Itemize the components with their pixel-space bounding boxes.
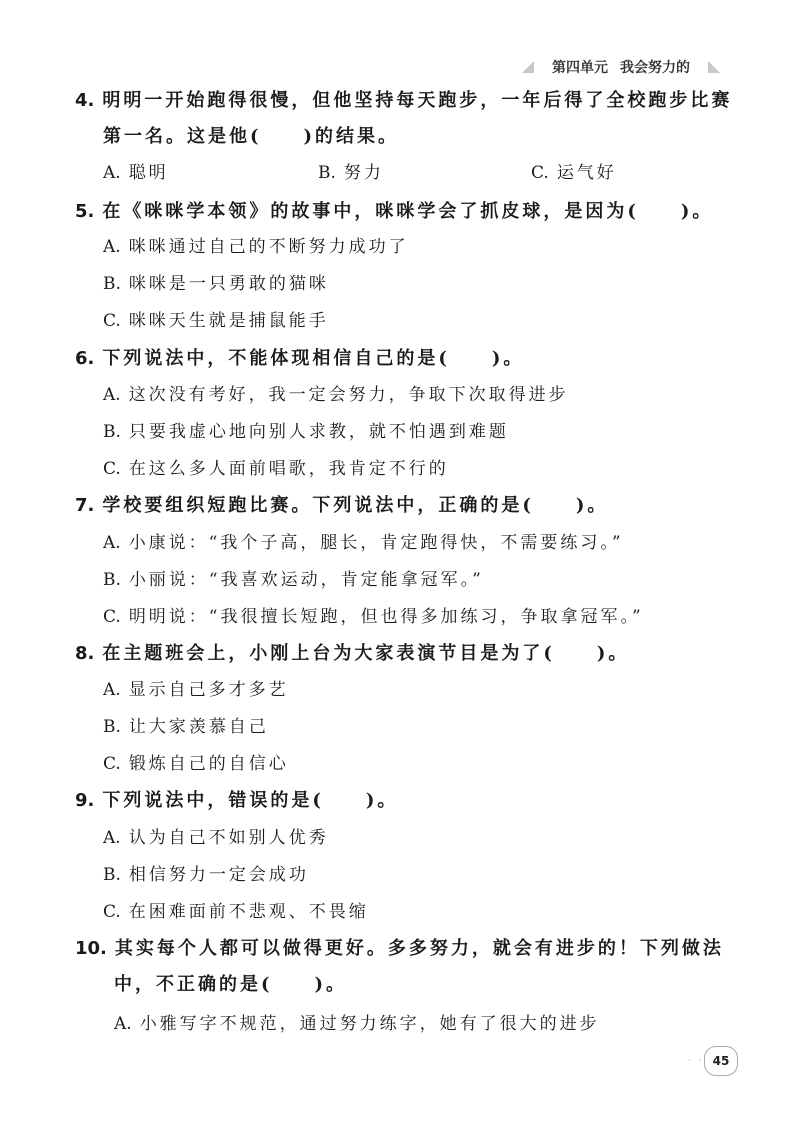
option-4b	[318, 160, 384, 186]
question-stem: 在主题班会上，小刚上台为大家表演节目是为了( )。	[102, 643, 630, 664]
question-10	[75, 936, 724, 962]
option-8b	[103, 714, 269, 740]
option-text: 咪咪是一只勇敢的猫咪	[128, 274, 329, 294]
question-4	[75, 88, 732, 114]
question-number: 4.	[75, 90, 95, 111]
option-6a	[103, 382, 569, 408]
option-text: 显示自己多才多艺	[128, 680, 289, 700]
question-7	[75, 493, 608, 519]
option-letter: B.	[103, 570, 121, 590]
question-number: 6.	[75, 348, 95, 369]
option-text: 认为自己不如别人优秀	[128, 828, 329, 848]
option-text: 小丽说：“我喜欢运动，肯定能拿冠军。”	[128, 570, 484, 590]
question-stem: 下列说法中，不能体现相信自己的是( )。	[102, 348, 525, 369]
question-stem: 在《咪咪学本领》的故事中，咪咪学会了抓皮球，是因为( )。	[102, 201, 714, 222]
option-letter: A.	[103, 237, 121, 257]
option-text: 运气好	[556, 163, 617, 183]
option-letter: A.	[103, 680, 121, 700]
option-9a	[103, 825, 329, 851]
option-letter: C.	[103, 311, 121, 331]
question-10-stem-line2: 中，不正确的是( )。	[114, 974, 348, 995]
header-right-triangle-icon	[708, 61, 720, 73]
question-9	[75, 788, 398, 814]
option-letter: C.	[103, 607, 121, 627]
option-text: 这次没有考好，我一定会努力，争取下次取得进步	[128, 385, 569, 405]
header-left-triangle-icon	[522, 61, 534, 73]
option-9c	[103, 899, 369, 925]
option-letter: C.	[103, 459, 121, 479]
option-4c	[531, 160, 617, 186]
option-5c	[103, 308, 329, 334]
option-text: 小康说：“我个子高，腿长，肯定跑得快，不需要练习。”	[128, 533, 624, 553]
question-5	[75, 199, 713, 225]
option-text: 咪咪通过自己的不断努力成功了	[128, 237, 409, 257]
option-text: 明明说：“我很擅长短跑，但也得多加练习，争取拿冠军。”	[128, 607, 644, 627]
page-number: 45	[704, 1046, 738, 1076]
option-letter: A.	[114, 1014, 132, 1034]
option-letter: B.	[103, 865, 121, 885]
question-stem: 学校要组织短跑比赛。下列说法中，正确的是( )。	[102, 495, 609, 516]
option-letter: B.	[318, 163, 336, 183]
option-text: 努力	[343, 163, 384, 183]
option-text: 小雅写字不规范，通过努力练字，她有了很大的进步	[139, 1014, 600, 1034]
option-9b	[103, 862, 309, 888]
option-7b	[103, 567, 484, 593]
option-text: 在困难面前不悲观、不畏缩	[128, 902, 369, 922]
option-letter: B.	[103, 717, 121, 737]
option-text: 让大家羡慕自己	[128, 717, 269, 737]
option-letter: A.	[103, 828, 121, 848]
option-text: 咪咪天生就是捕鼠能手	[128, 311, 329, 331]
page-header	[480, 56, 720, 78]
option-letter: B.	[103, 274, 121, 294]
option-10a	[114, 1011, 600, 1037]
option-6b	[103, 419, 509, 445]
question-number: 5.	[75, 201, 95, 222]
question-number: 9.	[75, 790, 95, 811]
option-8c	[103, 751, 289, 777]
question-stem: 其实每个人都可以做得更好。多多努力，就会有进步的！下列做法	[114, 938, 724, 959]
option-text: 只要我虚心地向别人求教，就不怕遇到难题	[128, 422, 509, 442]
option-letter: C.	[103, 902, 121, 922]
question-stem: 下列说法中，错误的是( )。	[102, 790, 399, 811]
option-letter: B.	[103, 422, 121, 442]
option-text: 相信努力一定会成功	[128, 865, 309, 885]
question-number: 10.	[75, 938, 107, 959]
question-stem: 明明一开始跑得很慢，但他坚持每天跑步，一年后得了全校跑步比赛	[102, 90, 733, 111]
option-letter: A.	[103, 385, 121, 405]
option-text: 聪明	[128, 163, 169, 183]
question-8	[75, 641, 629, 667]
question-4-stem-line2: 第一名。这是他( )的结果。	[103, 126, 400, 147]
question-number: 7.	[75, 495, 95, 516]
option-7a	[103, 530, 624, 556]
option-letter: A.	[103, 163, 121, 183]
question-6	[75, 346, 524, 372]
option-text: 锻炼自己的自信心	[128, 754, 289, 774]
option-4a	[103, 160, 169, 186]
question-number: 8.	[75, 643, 95, 664]
option-letter: C.	[531, 163, 549, 183]
option-6c	[103, 456, 449, 482]
option-7c	[103, 604, 644, 630]
option-text: 在这么多人面前唱歌，我肯定不行的	[128, 459, 449, 479]
option-5a	[103, 234, 409, 260]
header-unit: 第四单元	[552, 60, 608, 76]
option-letter: A.	[103, 533, 121, 553]
option-8a	[103, 677, 289, 703]
header-title: 我会努力的	[620, 60, 690, 76]
option-letter: C.	[103, 754, 121, 774]
page-number-dots: · ·	[688, 1056, 704, 1067]
option-5b	[103, 271, 329, 297]
